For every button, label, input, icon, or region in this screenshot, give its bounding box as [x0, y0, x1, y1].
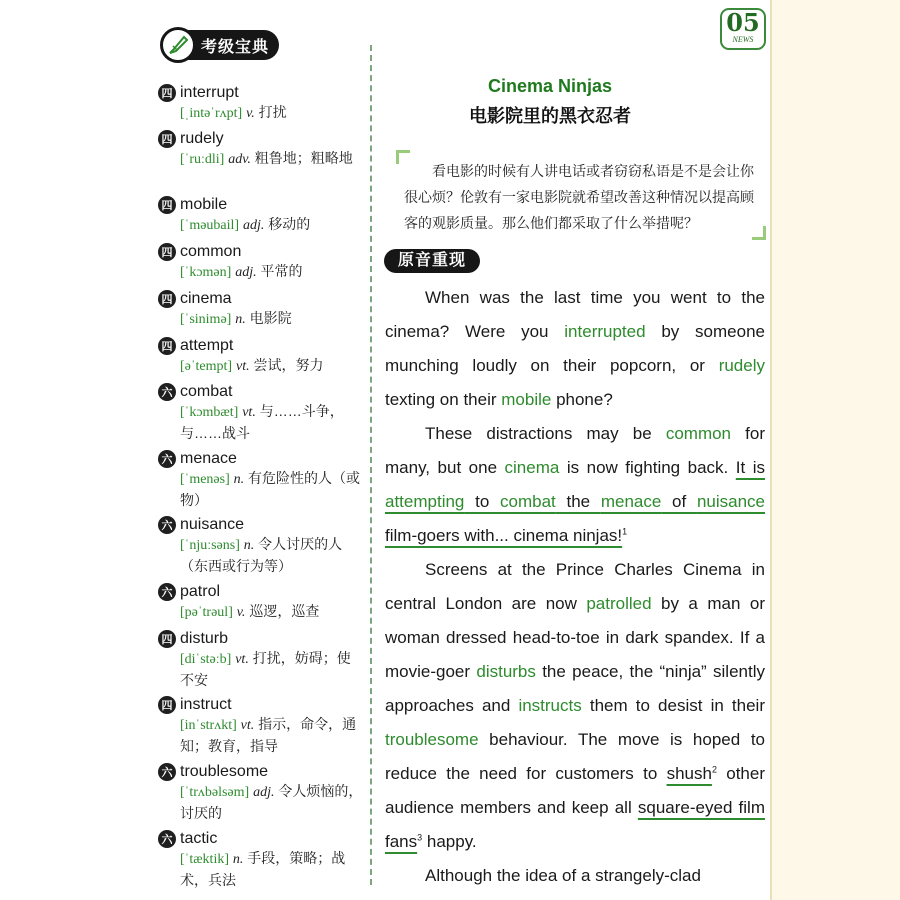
- vocab-entry: [158, 696, 363, 756]
- level-badge: 六: [158, 516, 176, 534]
- keyword: patrolled: [586, 594, 652, 613]
- level-badge: 六: [158, 383, 176, 401]
- article-body: [385, 281, 765, 893]
- vocab-entry: [158, 130, 363, 170]
- intro-box: [396, 150, 766, 240]
- level-badge: 六: [158, 450, 176, 468]
- keyword: mobile: [501, 390, 552, 409]
- vocab-pos: n.: [243, 538, 255, 553]
- vocab-entry: [158, 630, 363, 690]
- footnote-ref: 1: [622, 526, 628, 537]
- paragraph-1: When was the last time you went to the cinema? Were you interrupted by someone munching loudly on their popcorn, or rudely texting on their mobile phone?: [385, 288, 765, 409]
- vocab-pos: n.: [232, 852, 244, 867]
- vocab-pos: n.: [233, 472, 245, 487]
- vocab-entry: [158, 830, 363, 890]
- vocab-pos: adj.: [253, 785, 275, 800]
- vocab-phonetic: [ˈsinimə]: [180, 312, 232, 327]
- keyword: disturbs: [476, 662, 536, 681]
- vocab-phonetic: [inˈstrʌkt]: [180, 718, 237, 733]
- level-badge: 四: [158, 196, 176, 214]
- vocab-pos: vt.: [235, 359, 250, 374]
- issue-number: 05: [726, 8, 760, 37]
- vocab-pos: n.: [235, 312, 246, 327]
- level-badge: 四: [158, 696, 176, 714]
- vocab-word: troublesome: [180, 763, 269, 780]
- vocab-entry: [158, 196, 363, 236]
- vocab-meaning: 令人烦恼的，讨厌的: [180, 783, 363, 821]
- level-badge: 四: [158, 130, 176, 148]
- article-title-cn: 电影院里的黑衣忍者: [469, 106, 631, 126]
- keyword: instructs: [518, 696, 582, 715]
- keyword: combat: [500, 492, 556, 511]
- vocab-phonetic: [ˈruːdli]: [180, 152, 225, 167]
- vocab-phonetic: [ˈtæktik]: [180, 852, 229, 867]
- keyword: troublesome: [385, 730, 479, 749]
- vocab-phonetic: [pəˈtrəul]: [180, 605, 233, 620]
- vocab-meaning: 移动的: [268, 216, 311, 232]
- keyword: cinema: [504, 458, 560, 477]
- vocab-pos: adj.: [242, 218, 265, 233]
- vocab-meaning: 有危险性的人（或物）: [180, 470, 361, 508]
- vocab-pos: vt.: [235, 652, 249, 667]
- footnote-ref: 3: [417, 832, 423, 843]
- vocab-entry: [158, 450, 363, 510]
- vocab-phonetic: [ˈkɔmbæt]: [180, 405, 239, 420]
- underlined-sentence: It is attempting to combat the menace of nuisance film-goers with... cinema ninjas!: [385, 458, 766, 545]
- vocab-word: combat: [180, 383, 233, 400]
- vocab-entry: [158, 583, 363, 623]
- level-badge: 四: [158, 84, 176, 102]
- article-title-en: Cinema Ninjas: [487, 76, 613, 96]
- vocab-meaning: 令人讨厌的人（东西或行为等）: [180, 536, 343, 574]
- vocab-word: mobile: [180, 196, 228, 213]
- vocab-entry: [158, 763, 363, 823]
- issue-badge: [720, 8, 766, 50]
- level-badge: 四: [158, 290, 176, 308]
- page-edge: [770, 0, 900, 900]
- level-badge: 六: [158, 830, 176, 848]
- issue-label: NEWS: [732, 35, 754, 44]
- vocab-meaning: 巡逻，巡查: [249, 603, 320, 619]
- vocab-phonetic: [ˈtrʌbəlsəm]: [180, 785, 250, 800]
- vocab-word: tactic: [180, 830, 218, 847]
- vocab-phonetic: [diˈstəːb]: [180, 652, 232, 667]
- vocab-entry: [158, 383, 363, 443]
- keyword: attempting: [385, 492, 465, 511]
- keyword: rudely: [718, 356, 765, 375]
- vocab-phonetic: [əˈtempt]: [180, 359, 233, 374]
- underlined-phrase: square-eyed film fans: [385, 798, 765, 851]
- intro-text: 看电影的时候有人讲电话或者窃窃私语是不是会让你很心烦？伦敦有一家电影院就希望改善这种情况以提高顾客的观影质量。那么他们都采取了什么举措呢？: [404, 163, 754, 231]
- paragraph-3: Screens at the Prince Charles Cinema in central London are now patrolled by a man or woman dressed head-to-toe in dark spandex. If a movie-goer disturbs the peace, the “ninja” silently approaches and instructs them to desist in their troublesome behaviour. The move is hoped to reduce the need for customers to shush$^2$ other audience members and keep all square-eyed film fans$^3$ happy.: [385, 560, 765, 851]
- vocab-phonetic: [ˈmenəs]: [180, 472, 230, 487]
- vocab-entry: [158, 84, 363, 124]
- vocab-pos: adv.: [228, 152, 251, 167]
- vocab-meaning: 平常的: [260, 263, 303, 279]
- underlined-phrase: shush: [666, 764, 712, 783]
- keyword: menace: [600, 492, 662, 511]
- level-badge: 六: [158, 583, 176, 601]
- vocab-word: rudely: [180, 130, 224, 147]
- vocab-phonetic: [ˈməubail]: [180, 218, 240, 233]
- vocab-meaning: 粗鲁地；粗略地: [254, 150, 353, 166]
- vocab-word: patrol: [180, 583, 221, 600]
- vocab-meaning: 手段，策略；战术，兵法: [180, 850, 346, 888]
- column-divider: [370, 45, 372, 885]
- brand-pill: [163, 30, 279, 60]
- level-badge: 六: [158, 763, 176, 781]
- vocab-meaning: 指示，命令，通知；教育，指导: [180, 716, 357, 754]
- vocab-pos: vt.: [242, 405, 256, 420]
- keyword: common: [665, 424, 732, 443]
- level-badge: 四: [158, 337, 176, 355]
- paragraph-4: Although the idea of a strangely-clad: [425, 866, 701, 885]
- vocab-pos: adj.: [235, 265, 257, 280]
- section-label: 原音重现: [384, 249, 480, 273]
- paragraph-2: These distractions may be common for many, but one cinema is now fighting back. It is attempting to combat the menace of nuisance film-goers with... cinema ninjas!$^1$: [385, 424, 766, 545]
- page-edge-strip: [770, 0, 772, 900]
- keyword: interrupted: [564, 322, 646, 341]
- brand-title: 考级宝典: [201, 38, 270, 56]
- vocab-entry: [158, 337, 363, 377]
- footnote-ref: 2: [711, 764, 717, 775]
- level-badge: 四: [158, 243, 176, 261]
- vocab-phonetic: [ˌintəˈrʌpt]: [180, 106, 243, 121]
- keyword: nuisance: [696, 492, 766, 511]
- vocab-word: disturb: [180, 630, 229, 647]
- vocab-word: instruct: [180, 696, 232, 713]
- vocab-phonetic: [ˈkɔmən]: [180, 265, 232, 280]
- vocab-entry: [158, 243, 363, 283]
- vocab-word: nuisance: [180, 516, 245, 533]
- vocab-word: interrupt: [180, 84, 239, 101]
- vocab-word: attempt: [180, 337, 234, 354]
- vocab-phonetic: [ˈnjuːsəns]: [180, 538, 240, 553]
- vocab-pos: vt.: [240, 718, 255, 733]
- vocab-meaning: 打扰，妨碍；使不安: [180, 650, 351, 688]
- vocab-entry: [158, 516, 363, 576]
- vocab-entry: [158, 290, 363, 330]
- level-badge: 四: [158, 630, 176, 648]
- vocab-word: cinema: [180, 290, 232, 307]
- pen-logo-icon: [160, 27, 196, 63]
- vocab-word: menace: [180, 450, 237, 467]
- vocab-meaning: 打扰: [258, 104, 287, 120]
- vocab-word: common: [180, 243, 242, 260]
- vocab-meaning: 与……斗争，与……战斗: [180, 403, 344, 441]
- vocab-pos: v.: [236, 605, 246, 620]
- vocab-pos: v.: [246, 106, 255, 121]
- vocab-meaning: 电影院: [249, 310, 292, 326]
- vocab-meaning: 尝试，努力: [253, 357, 324, 373]
